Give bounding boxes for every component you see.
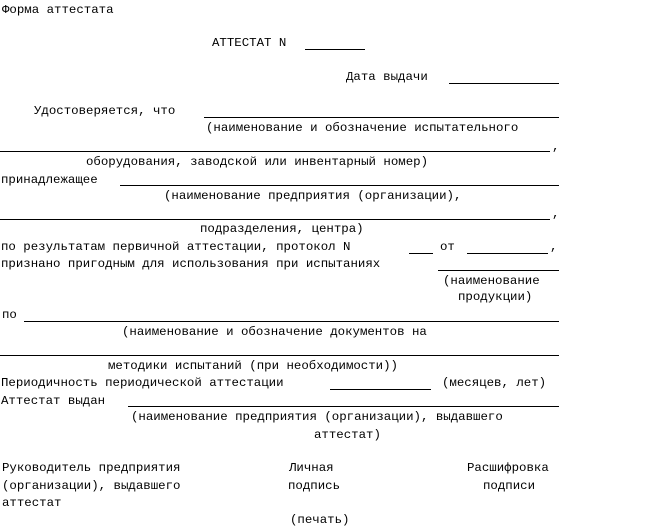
- certificate-title: АТТЕСТАТ N: [212, 36, 287, 50]
- results-text: по результатам первичной аттестации, протокол N: [1, 240, 351, 254]
- documents-hint-1: (наименование и обозначение документов на: [122, 325, 427, 339]
- stamp-label: (печать): [290, 513, 350, 527]
- organization-hint-2: подразделения, центра): [200, 222, 364, 236]
- documents-line-1: [24, 321, 559, 322]
- product-hint-2: продукции): [458, 290, 533, 304]
- documents-line-2: [0, 355, 559, 356]
- fit-text: признано пригодным для использования при испытаниях: [1, 257, 381, 271]
- periodicity-label: Периодичность периодической аттестации: [1, 376, 284, 390]
- protocol-number-line: [409, 253, 433, 254]
- issuer-hint-2: аттестат): [314, 428, 381, 442]
- per-label: по: [2, 308, 17, 322]
- product-hint-1: (наименование: [443, 274, 540, 288]
- results-from: от: [440, 240, 455, 254]
- head-title-3: аттестат: [2, 496, 62, 510]
- issue-date-line: [449, 83, 559, 84]
- belongs-label: принадлежащее: [1, 173, 98, 187]
- organization-line-1: [120, 185, 559, 186]
- equipment-comma: ,: [552, 140, 560, 154]
- head-title-2: (организации), выдавшего: [2, 479, 181, 493]
- documents-hint-2: методики испытаний (при необходимости)): [108, 359, 398, 373]
- organization-comma: ,: [552, 207, 560, 221]
- product-line: [438, 270, 559, 271]
- equipment-hint-1: (наименование и обозначение испытательного: [206, 121, 519, 135]
- equipment-hint-2: оборудования, заводской или инвентарный номер): [86, 155, 429, 169]
- personal-signature-1: Личная: [289, 461, 334, 475]
- issuer-hint-1: (наименование предприятия (организации), выдавшего: [131, 410, 503, 424]
- personal-signature-2: подпись: [288, 479, 341, 493]
- organization-line-2: [0, 219, 550, 220]
- equipment-line-1: [204, 117, 559, 118]
- periodicity-line: [330, 389, 431, 390]
- form-title: Форма аттестата: [2, 3, 114, 17]
- organization-hint-1: (наименование предприятия (организации),: [164, 189, 462, 203]
- issuer-line: [128, 406, 559, 407]
- issued-label: Аттестат выдан: [1, 394, 106, 408]
- issue-date-label: Дата выдачи: [346, 70, 428, 84]
- signature-decode-1: Расшифровка: [467, 461, 549, 475]
- signature-decode-2: подписи: [483, 479, 536, 493]
- head-title-1: Руководитель предприятия: [2, 461, 181, 475]
- equipment-line-2: [0, 151, 550, 152]
- protocol-date-line: [467, 253, 548, 254]
- certifies-label: Удостоверяется, что: [34, 104, 176, 118]
- results-comma: ,: [550, 240, 558, 254]
- periodicity-units: (месяцев, лет): [442, 376, 547, 390]
- certificate-number-line: [305, 49, 365, 50]
